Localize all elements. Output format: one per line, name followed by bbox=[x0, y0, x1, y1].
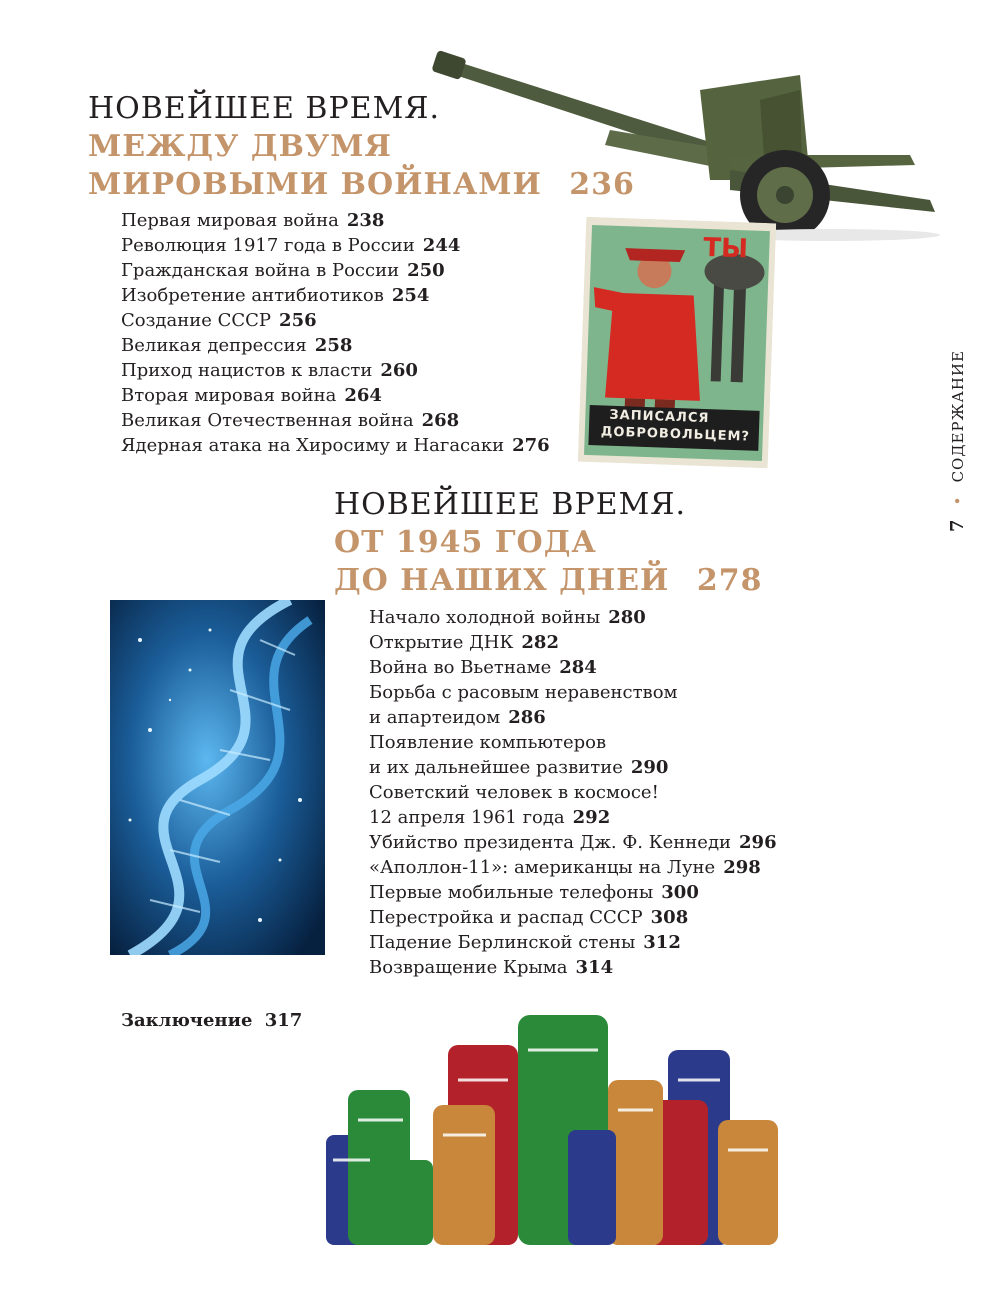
toc-item-title: Открытие ДНК bbox=[369, 632, 514, 653]
toc-item-page: 314 bbox=[575, 957, 614, 978]
toc-item[interactable] bbox=[369, 955, 777, 980]
poster-caption-line1: ЗАПИСАЛСЯ bbox=[609, 407, 710, 427]
toc-item-title: Первые мобильные телефоны bbox=[369, 882, 654, 903]
toc-item-page: 308 bbox=[650, 907, 689, 928]
side-running-header bbox=[947, 350, 968, 532]
dna-image bbox=[110, 600, 325, 955]
toc-item-title: Борьба с расовым неравенством bbox=[369, 682, 678, 703]
raised-fists-illustration bbox=[318, 1010, 818, 1245]
toc-item[interactable] bbox=[121, 408, 550, 433]
toc-item-title: Перестройка и распад СССР bbox=[369, 907, 643, 928]
toc-item[interactable] bbox=[369, 905, 777, 930]
toc-item[interactable] bbox=[121, 258, 550, 283]
toc-item[interactable] bbox=[369, 755, 777, 780]
toc-item[interactable] bbox=[369, 605, 777, 630]
section2-heading-page: 278 bbox=[696, 563, 763, 598]
toc-item-title: Ядерная атака на Хиросиму и Нагасаки bbox=[121, 435, 505, 456]
separator-dot: • bbox=[949, 495, 967, 506]
section-name: СОДЕРЖАНИЕ bbox=[949, 350, 967, 483]
toc-item-page: 286 bbox=[508, 707, 546, 728]
toc-item-title: Великая Отечественная война bbox=[121, 410, 414, 431]
toc-item-title: Появление компьютеров bbox=[369, 732, 607, 753]
toc-item-title: Революция 1917 года в России bbox=[121, 235, 415, 256]
poster-headline: ТЫ bbox=[702, 232, 749, 265]
toc-item-title: и апартеидом bbox=[369, 707, 501, 728]
toc-item-page: 298 bbox=[723, 857, 761, 878]
toc-item-title: Гражданская война в России bbox=[121, 260, 400, 281]
section1-heading-line2: МЕЖДУ ДВУМЯ bbox=[88, 129, 392, 164]
toc-item-title: Падение Берлинской стены bbox=[369, 932, 636, 953]
section2-heading bbox=[334, 486, 762, 600]
toc-item-page: 296 bbox=[739, 832, 777, 853]
toc-item[interactable] bbox=[121, 283, 550, 308]
toc-item-page: 282 bbox=[521, 632, 559, 653]
toc-item-page: 290 bbox=[630, 757, 669, 778]
toc-item-page: 250 bbox=[407, 260, 445, 281]
toc-item[interactable] bbox=[121, 383, 550, 408]
toc-item-title: Начало холодной войны bbox=[369, 607, 601, 628]
toc-item[interactable] bbox=[369, 880, 777, 905]
toc-item-page: 260 bbox=[380, 360, 418, 381]
section1-heading bbox=[88, 90, 635, 204]
toc-item-page: 268 bbox=[421, 410, 460, 431]
toc-item-title: Приход нацистов к власти bbox=[121, 360, 373, 381]
toc-item-page: 254 bbox=[391, 285, 430, 306]
toc-item-title: Создание СССР bbox=[121, 310, 272, 331]
toc-item-page: 256 bbox=[279, 310, 317, 331]
toc-item-page: 292 bbox=[572, 807, 611, 828]
toc-item-title: Возвращение Крыма bbox=[369, 957, 568, 978]
toc-item[interactable] bbox=[121, 308, 550, 333]
toc-item-page: 238 bbox=[346, 210, 385, 231]
toc-item-page: 300 bbox=[661, 882, 699, 903]
toc-item-title: Первая мировая война bbox=[121, 210, 339, 231]
toc-item[interactable] bbox=[369, 730, 777, 755]
toc-item[interactable] bbox=[369, 630, 777, 655]
conclusion-title: Заключение bbox=[121, 1010, 253, 1031]
poster-caption-line2: ДОБРОВОЛЬЦЕМ? bbox=[600, 424, 751, 445]
toc-item-page: 284 bbox=[559, 657, 597, 678]
toc-item[interactable] bbox=[369, 705, 777, 730]
toc-item-title: Изобретение антибиотиков bbox=[121, 285, 384, 306]
toc-item[interactable] bbox=[369, 930, 777, 955]
toc-item-title: Вторая мировая война bbox=[121, 385, 337, 406]
toc-item-title: Убийство президента Дж. Ф. Кеннеди bbox=[369, 832, 732, 853]
toc-item[interactable] bbox=[369, 655, 777, 680]
volunteer-poster bbox=[578, 217, 776, 468]
toc-item-title: Война во Вьетнаме bbox=[369, 657, 552, 678]
toc-item-page: 312 bbox=[643, 932, 681, 953]
toc-item-page: 276 bbox=[512, 435, 550, 456]
toc-item[interactable] bbox=[121, 358, 550, 383]
toc-item-title: и их дальнейшее развитие bbox=[369, 757, 623, 778]
section2-heading-line1: НОВЕЙШЕЕ ВРЕМЯ. bbox=[334, 487, 687, 522]
section1-heading-line3 bbox=[88, 166, 635, 204]
section2-heading-line3 bbox=[334, 562, 762, 600]
toc-item[interactable] bbox=[369, 830, 777, 855]
section1-heading-page: 236 bbox=[569, 167, 635, 202]
toc-item[interactable] bbox=[121, 333, 550, 358]
toc-item-page: 244 bbox=[422, 235, 461, 256]
toc-item-page: 264 bbox=[344, 385, 382, 406]
section2-heading-line2: ОТ 1945 ГОДА bbox=[334, 525, 597, 560]
toc-item-title: «Аполлон-11»: американцы на Луне bbox=[369, 857, 716, 878]
conclusion-page: 317 bbox=[264, 1010, 303, 1031]
section2-heading-line3-text: ДО НАШИХ ДНЕЙ bbox=[334, 563, 670, 598]
toc-item[interactable] bbox=[369, 855, 777, 880]
page-number: 7 bbox=[947, 518, 968, 532]
toc-item[interactable] bbox=[121, 208, 550, 233]
section1-heading-line3-text: МИРОВЫМИ ВОЙНАМИ bbox=[88, 167, 542, 202]
toc-item-title: Великая депрессия bbox=[121, 335, 307, 356]
toc-item[interactable] bbox=[369, 780, 777, 805]
toc-item-title: Советский человек в космосе! bbox=[369, 782, 659, 803]
toc-item[interactable] bbox=[121, 433, 550, 458]
toc-item[interactable] bbox=[121, 233, 550, 258]
toc-item-title: 12 апреля 1961 года bbox=[369, 807, 565, 828]
toc-item-page: 258 bbox=[314, 335, 353, 356]
toc-item[interactable] bbox=[369, 805, 777, 830]
section1-heading-line1: НОВЕЙШЕЕ ВРЕМЯ. bbox=[88, 91, 441, 126]
conclusion-entry[interactable] bbox=[121, 1010, 302, 1031]
toc-item-page: 280 bbox=[608, 607, 646, 628]
section2-toc bbox=[369, 605, 777, 980]
toc-item[interactable] bbox=[369, 680, 777, 705]
section1-toc bbox=[121, 208, 550, 458]
